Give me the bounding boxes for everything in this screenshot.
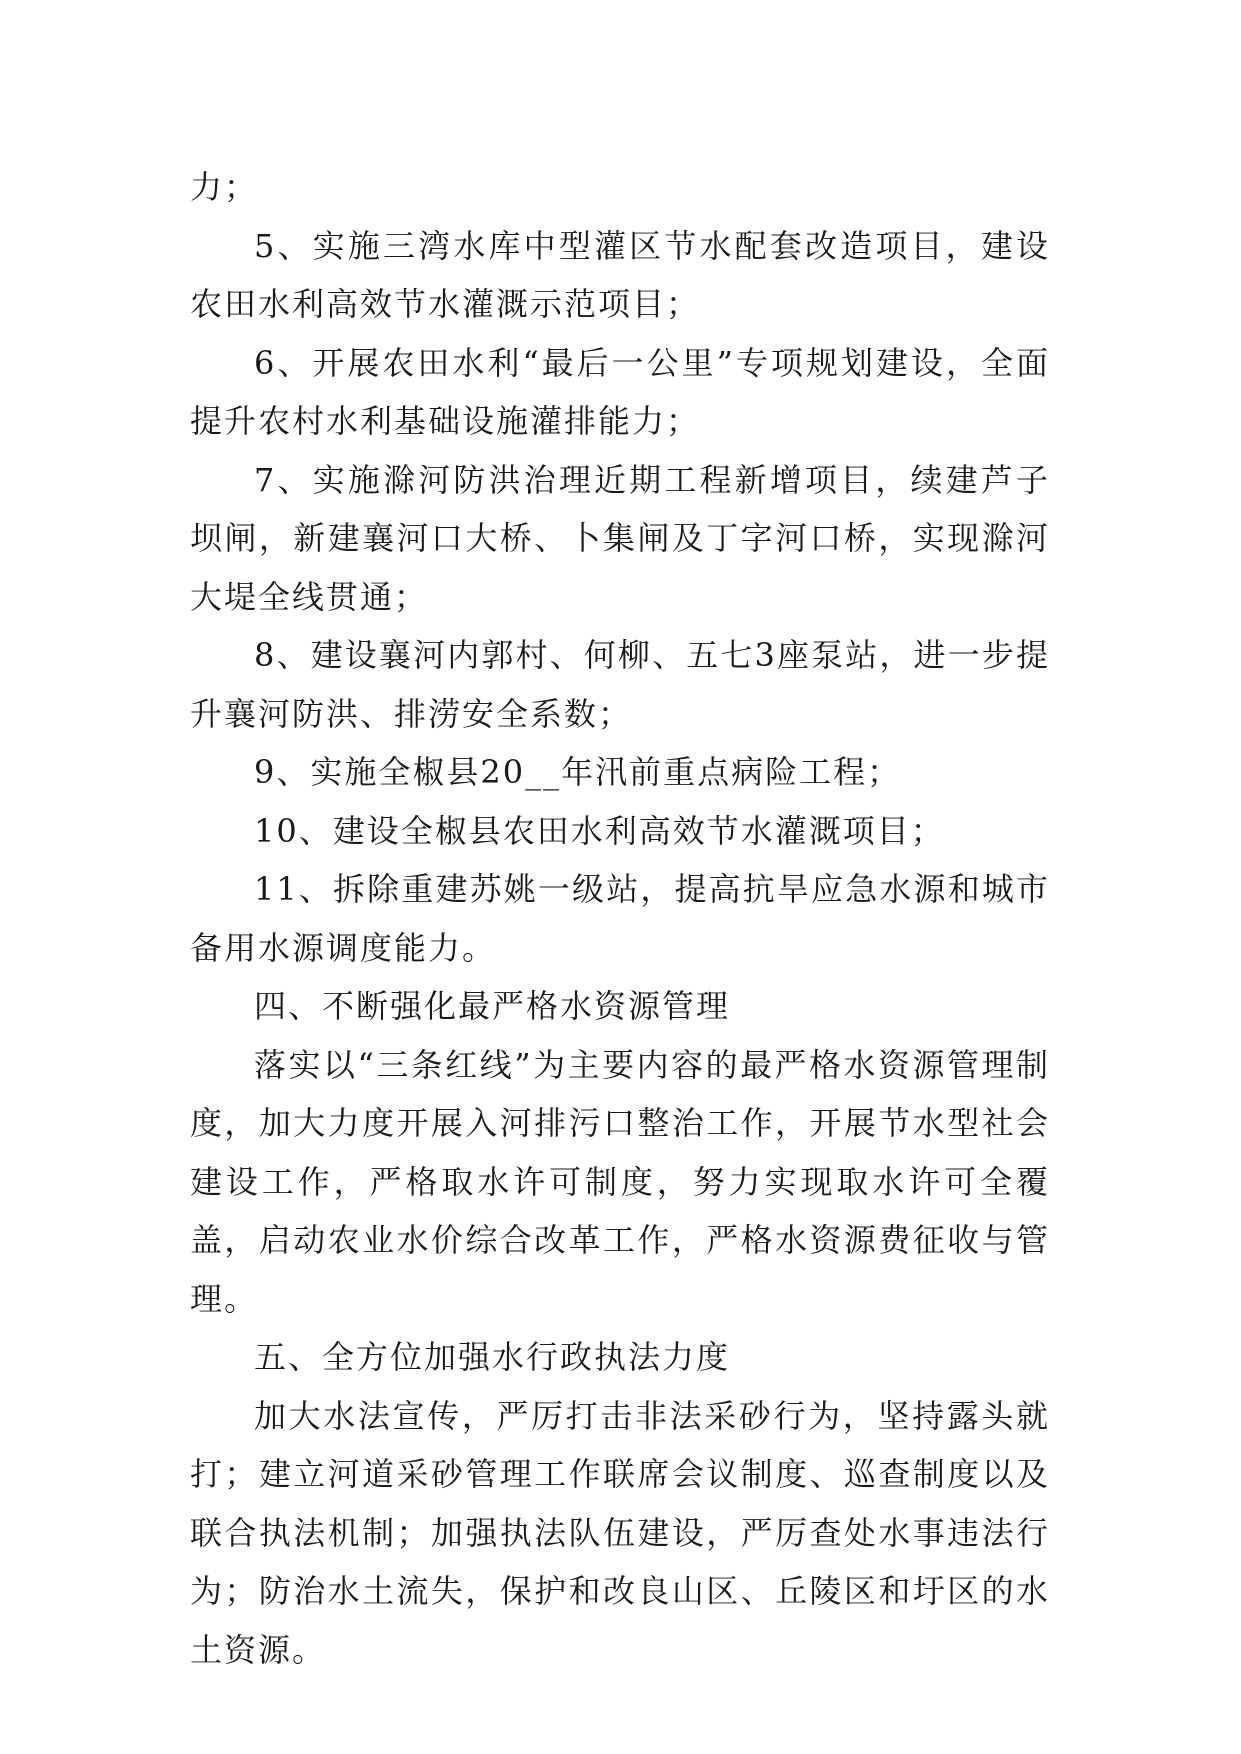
- paragraph-item-11: 11、拆除重建苏姚一级站，提高抗旱应急水源和城市备用水源调度能力。: [190, 870, 1050, 967]
- paragraph-item-6: 6、开展农田水利“最后一公里”专项规划建设，全面提升农村水利基础设施灌排能力；: [190, 343, 1050, 440]
- paragraph-water-resources: 落实以“三条红线”为主要内容的最严格水资源管理制度，加大力度开展入河排污口整治工作，开展节水型社会建设工作，严格取水许可制度，努力实现取水许可全覆盖，启动农业水价综合改革工作，严格水资源费征收与管理。: [190, 1045, 1050, 1318]
- paragraph-item-7: 7、实施滁河防洪治理近期工程新增项目，续建芦子坝闸，新建襄河口大桥、卜集闸及丁字河口桥，实现滁河大堤全线贯通；: [190, 460, 1050, 616]
- paragraph-law-enforcement: 加大水法宣传，严厉打击非法采砂行为，坚持露头就打；建立河道采砂管理工作联席会议制度、巡查制度以及联合执法机制；加强执法队伍建设，严厉查处水事违法行为；防治水土流失，保护和改良山区、丘陵区和圩区的水土资源。: [190, 1396, 1050, 1669]
- section-heading-4: 四、不断强化最严格水资源管理: [254, 987, 731, 1025]
- paragraph-item-5: 5、实施三湾水库中型灌区节水配套改造项目，建设农田水利高效节水灌溉示范项目；: [190, 226, 1050, 323]
- paragraph-item-10: 10、建设全椒县农田水利高效节水灌溉项目；: [254, 811, 945, 850]
- document-body: [190, 158, 1050, 1679]
- section-heading-5: 五、全方位加强水行政执法力度: [254, 1338, 731, 1376]
- paragraph-item-9: 9、实施全椒县20__年汛前重点病险工程；: [254, 753, 902, 791]
- paragraph-item-8: 8、建设襄河内郭村、何柳、五七3座泵站，进一步提升襄河防洪、排涝安全系数；: [190, 636, 1050, 733]
- paragraph-continuation: 力；: [190, 168, 259, 206]
